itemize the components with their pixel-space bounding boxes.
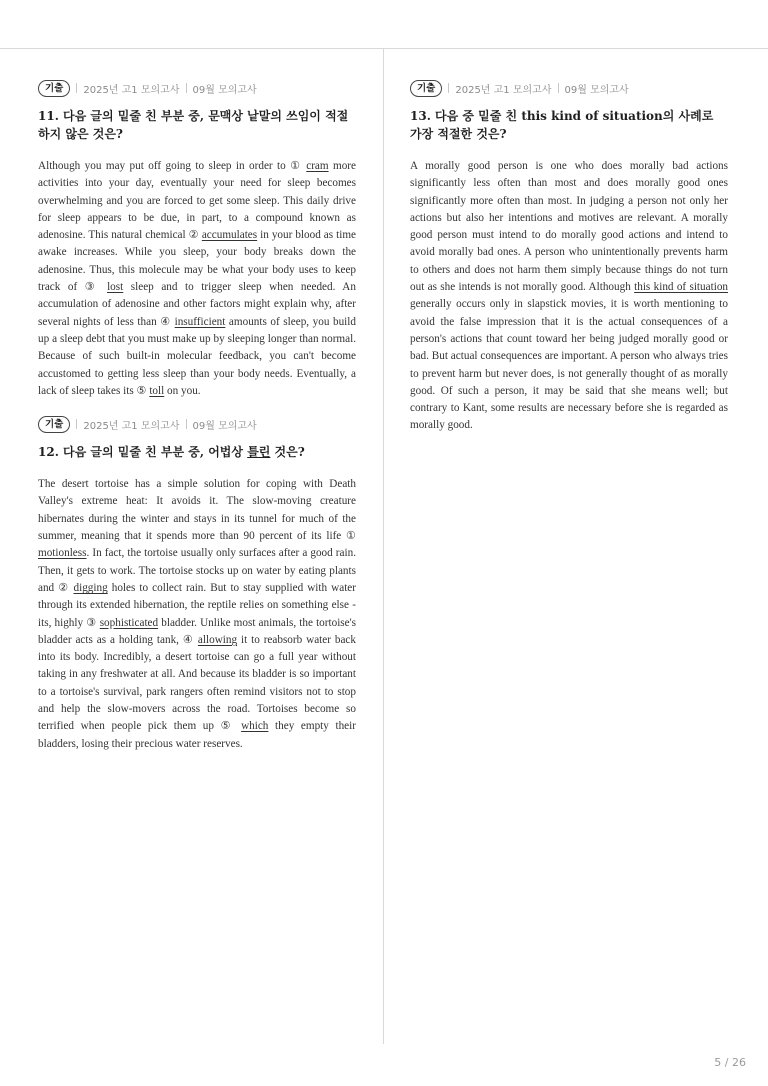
meta-separator — [76, 419, 77, 429]
underlined-word: accumulates — [201, 229, 258, 242]
exam-badge: 기출 — [410, 80, 442, 97]
question-meta — [410, 78, 728, 98]
question-13 — [410, 78, 728, 435]
exam-badge: 기출 — [38, 80, 70, 97]
underlined-word: motionless — [38, 547, 87, 560]
question-passage: The desert tortoise has a simple solution for coping with Death Valley's extreme heat: It avoids it. The slow-moving creature hibernates during the winter and stays in its tunnel for much of the summer, meaning that it spends more than 90 percent of its life ① motionless. In fact, the tortoise usually only surfaces after a good rain. Then, it gets to work. The tortoise stocks up on water by eating plants and ② digging holes to collect rain. But to stay supplied with water through its extended hibernation, the reptile relies on something else - its, highly ③ sophisticated bladder. Unlike most animals, the tortoise's bladder acts as a holding tank, ④ allowing it to reabsorb water back into its body. Incredibly, a desert tortoise can go a full year without taking in any freshwater at all. And because its bladder is so important to a tortoise's survival, park rangers often remind visitors not to stop and help the slow-movers across the road. Tortoises become so terrified when people pick them up ⑤ which they empty their bladders, losing their precious water reserves. — [38, 478, 356, 750]
exam-month: 09월 모의고사 — [564, 84, 629, 96]
meta-separator — [448, 83, 449, 93]
exam-month: 09월 모의고사 — [192, 420, 257, 432]
question-12 — [38, 414, 356, 753]
underlined-word: which — [241, 720, 269, 733]
right-column — [410, 78, 728, 435]
column-divider — [383, 49, 384, 1044]
meta-separator — [76, 83, 77, 93]
underlined-word: digging — [73, 581, 108, 594]
underlined-word: insufficient — [174, 315, 226, 328]
exam-year: 2025년 고1 모의고사 — [83, 84, 180, 96]
question-title: 13. 다음 중 밑줄 친 this kind of situation의 사례로 가장 적절한 것은? — [410, 109, 714, 141]
exam-badge: 기출 — [38, 416, 70, 433]
header-rule — [0, 48, 768, 49]
question-title: 12. 다음 글의 밑줄 친 부분 중, 어법상 틀린 것은? — [38, 445, 305, 460]
underlined-word: allowing — [197, 633, 238, 646]
underlined-phrase: this kind of situation — [634, 281, 729, 294]
underlined-word: sophisticated — [99, 616, 159, 629]
underlined-word: lost — [107, 281, 124, 294]
left-column — [38, 78, 356, 753]
meta-separator — [558, 83, 559, 93]
meta-separator — [186, 83, 187, 93]
exam-year: 2025년 고1 모의고사 — [455, 84, 552, 96]
question-title: 11. 다음 글의 밑줄 친 부분 중, 문맥상 낱말의 쓰임이 적절하지 않은 것은? — [38, 109, 349, 141]
question-meta — [38, 78, 356, 98]
meta-separator — [186, 419, 187, 429]
underlined-word: cram — [306, 160, 329, 172]
underlined-word: 틀린 — [247, 445, 271, 460]
question-11 — [38, 78, 356, 400]
question-meta — [38, 414, 356, 434]
exam-year: 2025년 고1 모의고사 — [83, 420, 180, 432]
underlined-word: toll — [149, 384, 165, 397]
question-passage: A morally good person is one who does morally bad actions significantly less often than most and does morally good ones significantly more often than most. In judging a person not only her actions but also her intentions and motives are relevant. A morally good person must intend to do morally good actions and intend to avoid morally bad ones. A person who unintentionally prevents harm to others and does not harm them simply because things do not turn out as she intends is not morally good. Although this kind of situation generally occurs only in slapstick movies, it is worth mentioning to avoid the false impression that it is the actual consequences of a person's actions that count toward her being judged morally good or bad. But actual consequences are important. A person who always tries to prevent harm but never does, is not generally thought of as morally good. Of such a person, it may be said that she means well; but contrary to Kant, some results are necessary before she is regarded as morally good. — [410, 160, 729, 432]
question-passage: Although you may put off going to sleep in order to ① cram more activities into your day, eventually your need for sleep becomes overwhelming and you are forced to get some sleep. This daily drive for sleep appears to be due, in part, to a compound known as adenosine. This natural chemical ② accumulates in your blood as time awake increases. While you sleep, your body breaks down the adenosine. Thus, this molecule may be what your body uses to keep track of ③ lost sleep and to trigger sleep when needed. An accumulation of adenosine and other factors might explain why, after several nights of less than ④ insufficient amounts of sleep, you build up a sleep debt that you must make up by sleeping longer than normal. Because of such built-in molecular feedback, you can't become accustomed to getting less sleep than your body needs. Eventually, a lack of sleep takes its ⑤ toll on you. — [38, 160, 356, 397]
page-number: 5 / 26 — [714, 1056, 746, 1069]
exam-month: 09월 모의고사 — [192, 84, 257, 96]
